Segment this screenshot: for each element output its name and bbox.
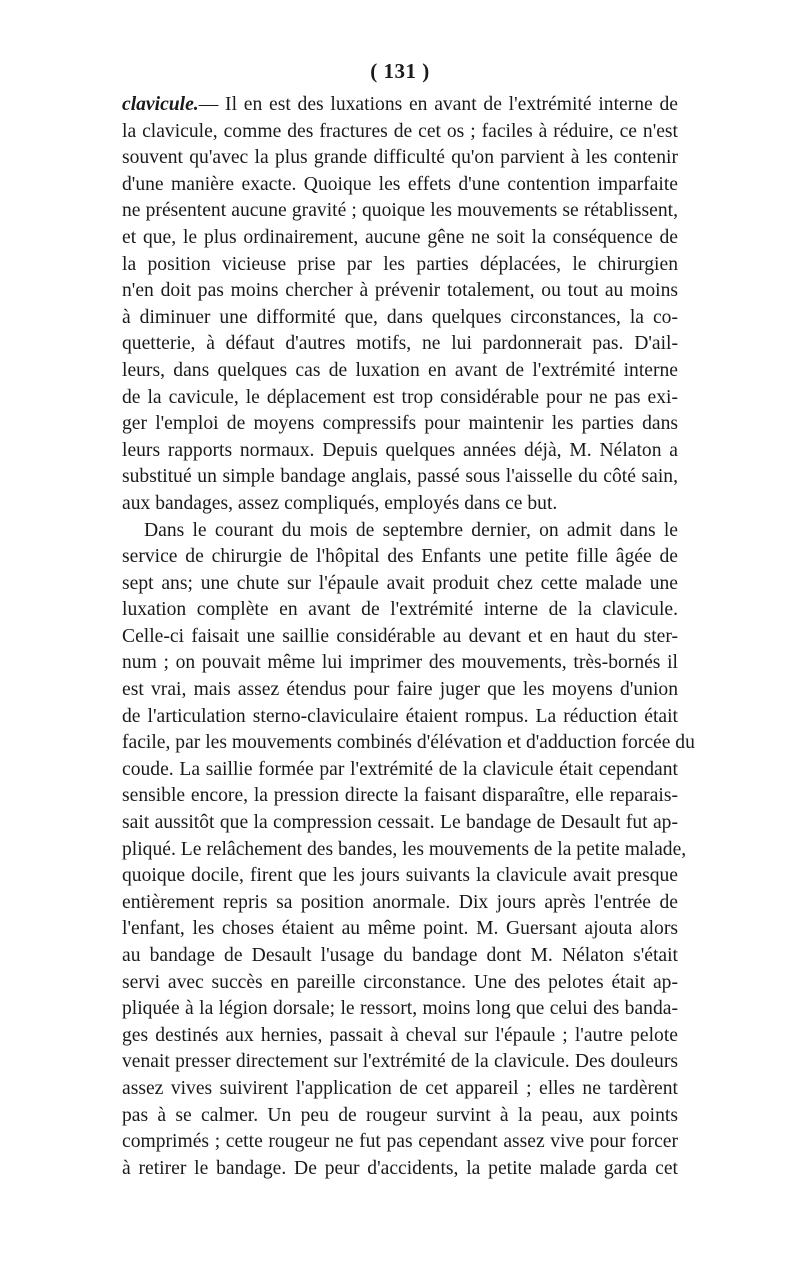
text-line: n'en doit pas moins chercher à prévenir totalement, ou tout au moins [122,280,678,302]
text-line: servi avec succès en pareille circonstance. Une des pelotes était ap- [122,971,678,993]
text-line: ger l'emploi de moyens compressifs pour maintenir les parties dans [122,413,678,435]
text-line: à retirer le bandage. De peur d'accidents, la petite malade garda cet [122,1157,678,1179]
text-line: au bandage de Desault l'usage du bandage dont M. Nélaton s'était [122,945,678,966]
text-line: pliqué. Le relâchement des bandes, les mouvements de la petite malade, [122,838,687,860]
text-line: aux bandages, assez compliqués, employés dans ce but. [122,492,558,514]
text-line: d'une manière exacte. Quoique les effets d'une contention imparfaite [122,173,678,195]
text-line: venait presser directement sur l'extrémité de la clavicule. Des douleurs [122,1051,678,1073]
paragraph-2 [122,518,695,1183]
text-line: de la cavicule, le déplacement est trop considérable pour ne pas exi- [122,386,678,408]
text-line: clavicule.— Il en est des luxations en avant de l'extrémité interne de [122,94,678,115]
text-line: quoique docile, firent que les jours suivants la clavicule avait presque [122,865,678,887]
text-line: substitué un simple bandage anglais, passé sous l'aisselle du côté sain, [122,466,678,488]
text-line: entièrement repris sa position anormale. Dix jours après l'entrée de [122,891,678,913]
text-line: et que, le plus ordinairement, aucune gêne ne soit la conséquence de [122,226,678,248]
text-line: sept ans; une chute sur l'épaule avait produit chez cette malade une [122,572,678,594]
text-line: assez vives suivirent l'application de cet appareil ; elles ne tardèrent [122,1077,678,1099]
text-line: facile, par les mouvements combinés d'élévation et d'adduction forcée du [122,732,695,754]
paragraph-1 [122,92,678,518]
text-line: sait aussitôt que la compression cessait. Le bandage de Desault fut ap- [122,812,678,834]
text-line: Celle-ci faisait une saillie considérable au devant et en haut du ster- [122,625,678,647]
text-line: leurs, dans quelques cas de luxation en avant de l'extrémité interne [122,359,678,381]
text-line: Dans le courant du mois de septembre dernier, on admit dans le [144,519,678,541]
text-line: souvent qu'avec la plus grande difficulté qu'on parvient à les contenir [122,147,678,169]
book-page [122,54,695,1182]
text-line: ne présentent aucune gravité ; quoique les mouvements se rétablissent, [122,200,678,222]
text-line: la position vicieuse prise par les parties déplacées, le chirurgien [122,253,678,275]
text-line: comprimés ; cette rougeur ne fut pas cependant assez vive pour forcer [122,1131,678,1153]
text-line: pliquée à la légion dorsale; le ressort, moins long que celui des banda- [122,998,678,1020]
text-line: service de chirurgie de l'hôpital des Enfants une petite fille âgée de [122,546,678,568]
text-line: pas à se calmer. Un peu de rougeur survint à la peau, aux points [122,1104,678,1126]
page-number: ( 131 ) [370,59,430,83]
text-line: ges destinés aux hernies, passait à cheval sur l'épaule ; l'autre pelote [122,1024,678,1046]
text-line: luxation complète en avant de l'extrémité interne de la clavicule. [122,599,678,621]
lead-word: clavicule. [122,94,199,115]
text-line: est vrai, mais assez étendus pour faire juger que les moyens d'union [122,679,678,701]
text-line: sensible encore, la pression directe la faisant disparaître, elle reparais- [122,785,678,807]
text-line: à diminuer une difformité que, dans quelques circonstances, la co- [122,306,678,328]
text-line: de l'articulation sterno-claviculaire étaient rompus. La réduction était [122,705,678,727]
text-line: l'enfant, les choses étaient au même point. M. Guersant ajouta alors [122,918,678,940]
text-line: la clavicule, comme des fractures de cet os ; faciles à réduire, ce n'est [122,120,678,142]
text-line: coude. La saillie formée par l'extrémité de la clavicule était cependant [122,758,678,780]
text-line: leurs rapports normaux. Depuis quelques années déjà, M. Nélaton a [122,439,678,461]
text-line: num ; on pouvait même lui imprimer des mouvements, très-bornés il [122,652,678,674]
text-line: quetterie, à défaut d'autres motifs, ne lui pardonnerait pas. D'ail- [122,333,678,355]
